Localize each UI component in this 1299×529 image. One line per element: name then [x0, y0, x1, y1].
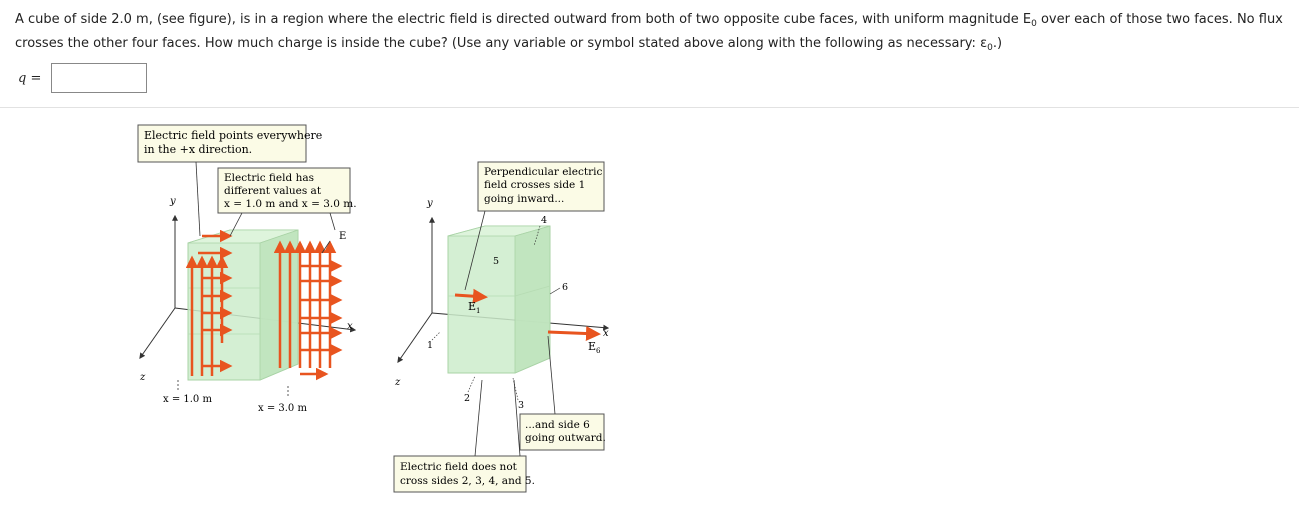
svg-text:Electric field points everywhe: Electric field points everywhere: [144, 129, 323, 142]
question-text: [15, 8, 1285, 56]
side-1-label: 1: [427, 340, 434, 351]
svg-text:Electric field does not: Electric field does not: [400, 461, 517, 473]
left-marker-x3: x = 3.0 m: [258, 403, 307, 414]
question-part-1: A cube of side 2.0 m, (see figure), is in a region where the electric field is directed outward from both of two opposite cube faces, with uniform magnitude: [15, 12, 1023, 27]
right-z-label: z: [395, 377, 401, 388]
right-z-axis: [398, 313, 432, 362]
left-marker-x1: x = 1.0 m: [163, 394, 212, 405]
side-6-label: 6: [562, 282, 569, 293]
svg-text:different values at: different values at: [224, 185, 322, 197]
divider: [0, 107, 1299, 108]
side-3-label: 3: [518, 400, 525, 411]
svg-text:in the +x direction.: in the +x direction.: [144, 143, 253, 156]
side-4-label: 4: [541, 215, 548, 226]
right-x-label: x: [603, 328, 609, 339]
svg-text:going outward.: going outward.: [525, 432, 606, 444]
epsilon0-symbol: $\varepsilon_0$: [980, 36, 993, 53]
left-field-label: E: [339, 231, 347, 242]
side-2-label: 2: [464, 393, 471, 404]
e1-label: $E_1$: [468, 300, 481, 315]
left-figure: [138, 125, 357, 414]
left-mid-callout: [218, 168, 357, 236]
svg-text:Electric field has: Electric field has: [224, 172, 314, 184]
question-part-3: .): [992, 36, 1003, 51]
right-figure: [394, 162, 609, 492]
left-x-label: x: [347, 321, 353, 332]
svg-text:cross sides 2, 3, 4, and 5.: cross sides 2, 3, 4, and 5.: [400, 475, 535, 487]
svg-text:going inward...: going inward...: [484, 193, 565, 205]
question-part-2: over each of those two faces. No flux crosses the other four faces. How much charge is inside the cube? (Use any variable or symbol stated above along with the following as necessary:: [15, 12, 1283, 51]
e1-arrow: [455, 295, 485, 297]
left-y-label: y: [170, 196, 176, 207]
right-y-label: y: [427, 198, 433, 209]
side-5-label: 5: [493, 256, 500, 267]
e0-symbol: $E_0$: [1022, 12, 1037, 29]
svg-text:Perpendicular electric: Perpendicular electric: [484, 166, 603, 178]
svg-text:field crosses side 1: field crosses side 1: [484, 179, 586, 191]
answer-label: q =: [18, 70, 42, 86]
left-z-axis: [140, 308, 175, 358]
svg-text:...and side 6: ...and side 6: [525, 419, 590, 431]
answer-input[interactable]: [51, 63, 147, 93]
right-cube: [448, 226, 550, 373]
left-z-label: z: [140, 372, 146, 383]
e6-label: $E_6$: [588, 340, 601, 355]
gauss-cube-figure: [130, 118, 620, 498]
svg-text:x = 1.0 m and x = 3.0 m.: x = 1.0 m and x = 3.0 m.: [224, 198, 357, 210]
e6-arrow: [548, 332, 598, 334]
answer-row: [18, 61, 147, 95]
